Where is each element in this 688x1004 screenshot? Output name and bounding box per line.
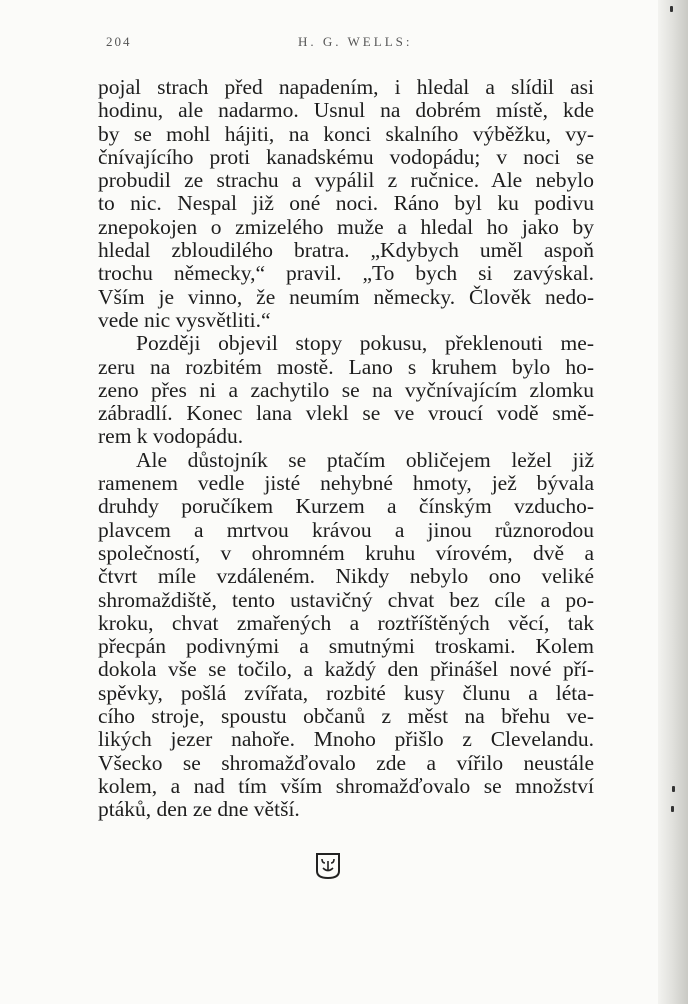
spine-speck [671, 806, 674, 812]
text-line: přecpán podivnými a smutnými troskami. Kolem [98, 634, 594, 659]
text-line: trochu německy,“ pravil. „To bych si zavýskal. [98, 261, 594, 286]
text-line: Ale důstojník se ptačím obličejem ležel již [136, 447, 594, 472]
body-text [98, 76, 594, 822]
text-line: pojal strach před napadením, i hledal a slídil asi [98, 75, 594, 99]
text-line: hledal zbloudilého bratra. „Kdybych uměl aspoň [98, 238, 594, 263]
text-line: společností, v ohromném kruhu vírovém, dvě a [98, 540, 594, 565]
text-line: Všecko se shromažďovalo zde a vířilo neustále [98, 750, 594, 775]
text-line: znepokojen o zmizelého muže a hledal ho jako by [98, 214, 594, 239]
text-line: ramenem vedle jisté nehybné hmoty, jež bývala [98, 471, 594, 496]
text-line: čnívajícího proti kanadskému vodopádu; v noci se [98, 144, 594, 169]
text-line: shromaždiště, tento ustavičný chvat bez cíle a po- [98, 587, 594, 612]
text-line: by se mohl hájiti, na konci skalního výběžku, vy- [98, 121, 594, 146]
text-line: kolem, a nad tím vším shromažďovalo se množství [98, 773, 594, 798]
text-line: probudil ze strachu a vypálil z ručnice. Ale nebylo [98, 168, 594, 193]
text-line: hodinu, ale nadarmo. Usnul na dobrém místě, kde [98, 98, 594, 123]
text-line: zeno přes ni a zachytilo se na vyčnívajícím zlomku [98, 377, 594, 402]
publisher-mark-icon [314, 852, 342, 880]
text-line: zábradlí. Konec lana vlekl se ve vroucí vodě smě- [98, 401, 594, 426]
text-line: Později objevil stopy pokusu, překlenouti me- [136, 331, 594, 356]
spine-speck [672, 786, 675, 792]
text-line: druhdy poručíkem Kurzem a čínským vzducho- [98, 494, 594, 519]
running-title: H. G. WELLS: [298, 34, 413, 49]
page-number: 204 [106, 34, 132, 49]
text-line: spěvky, pošlá zvířata, rozbité kusy člunu a léta- [98, 680, 594, 705]
page-spine-shadow [658, 0, 688, 1004]
text-line: vede nic vysvětliti.“ [98, 307, 271, 332]
spine-speck [670, 6, 673, 12]
text-line: cího stroje, spoustu občanů z měst na břehu ve- [98, 704, 594, 729]
page-header [106, 34, 606, 54]
text-line: ptáků, den ze dne větší. [98, 797, 300, 822]
text-line: zeru na rozbitém mostě. Lano s kruhem bylo ho- [98, 354, 594, 379]
text-line: to nic. Nespal již oné noci. Ráno byl ku podivu [98, 191, 594, 216]
text-line: dokola vše se točilo, a každý den přinášel nové pří- [98, 657, 594, 682]
text-line: kroku, chvat zmařených a roztříštěných věcí, tak [98, 610, 594, 635]
text-line: plavcem a mrtvou krávou a jinou různorodou [98, 517, 594, 542]
text-line: rem k vodopádu. [98, 424, 244, 449]
text-line: Vším je vinno, že neumím německy. Člověk nedo- [98, 284, 594, 309]
text-line: likých jezer nahoře. Mnoho přišlo z Clevelandu. [98, 727, 594, 752]
text-line: čtvrt míle vzdáleném. Nikdy nebylo ono veliké [98, 564, 594, 589]
